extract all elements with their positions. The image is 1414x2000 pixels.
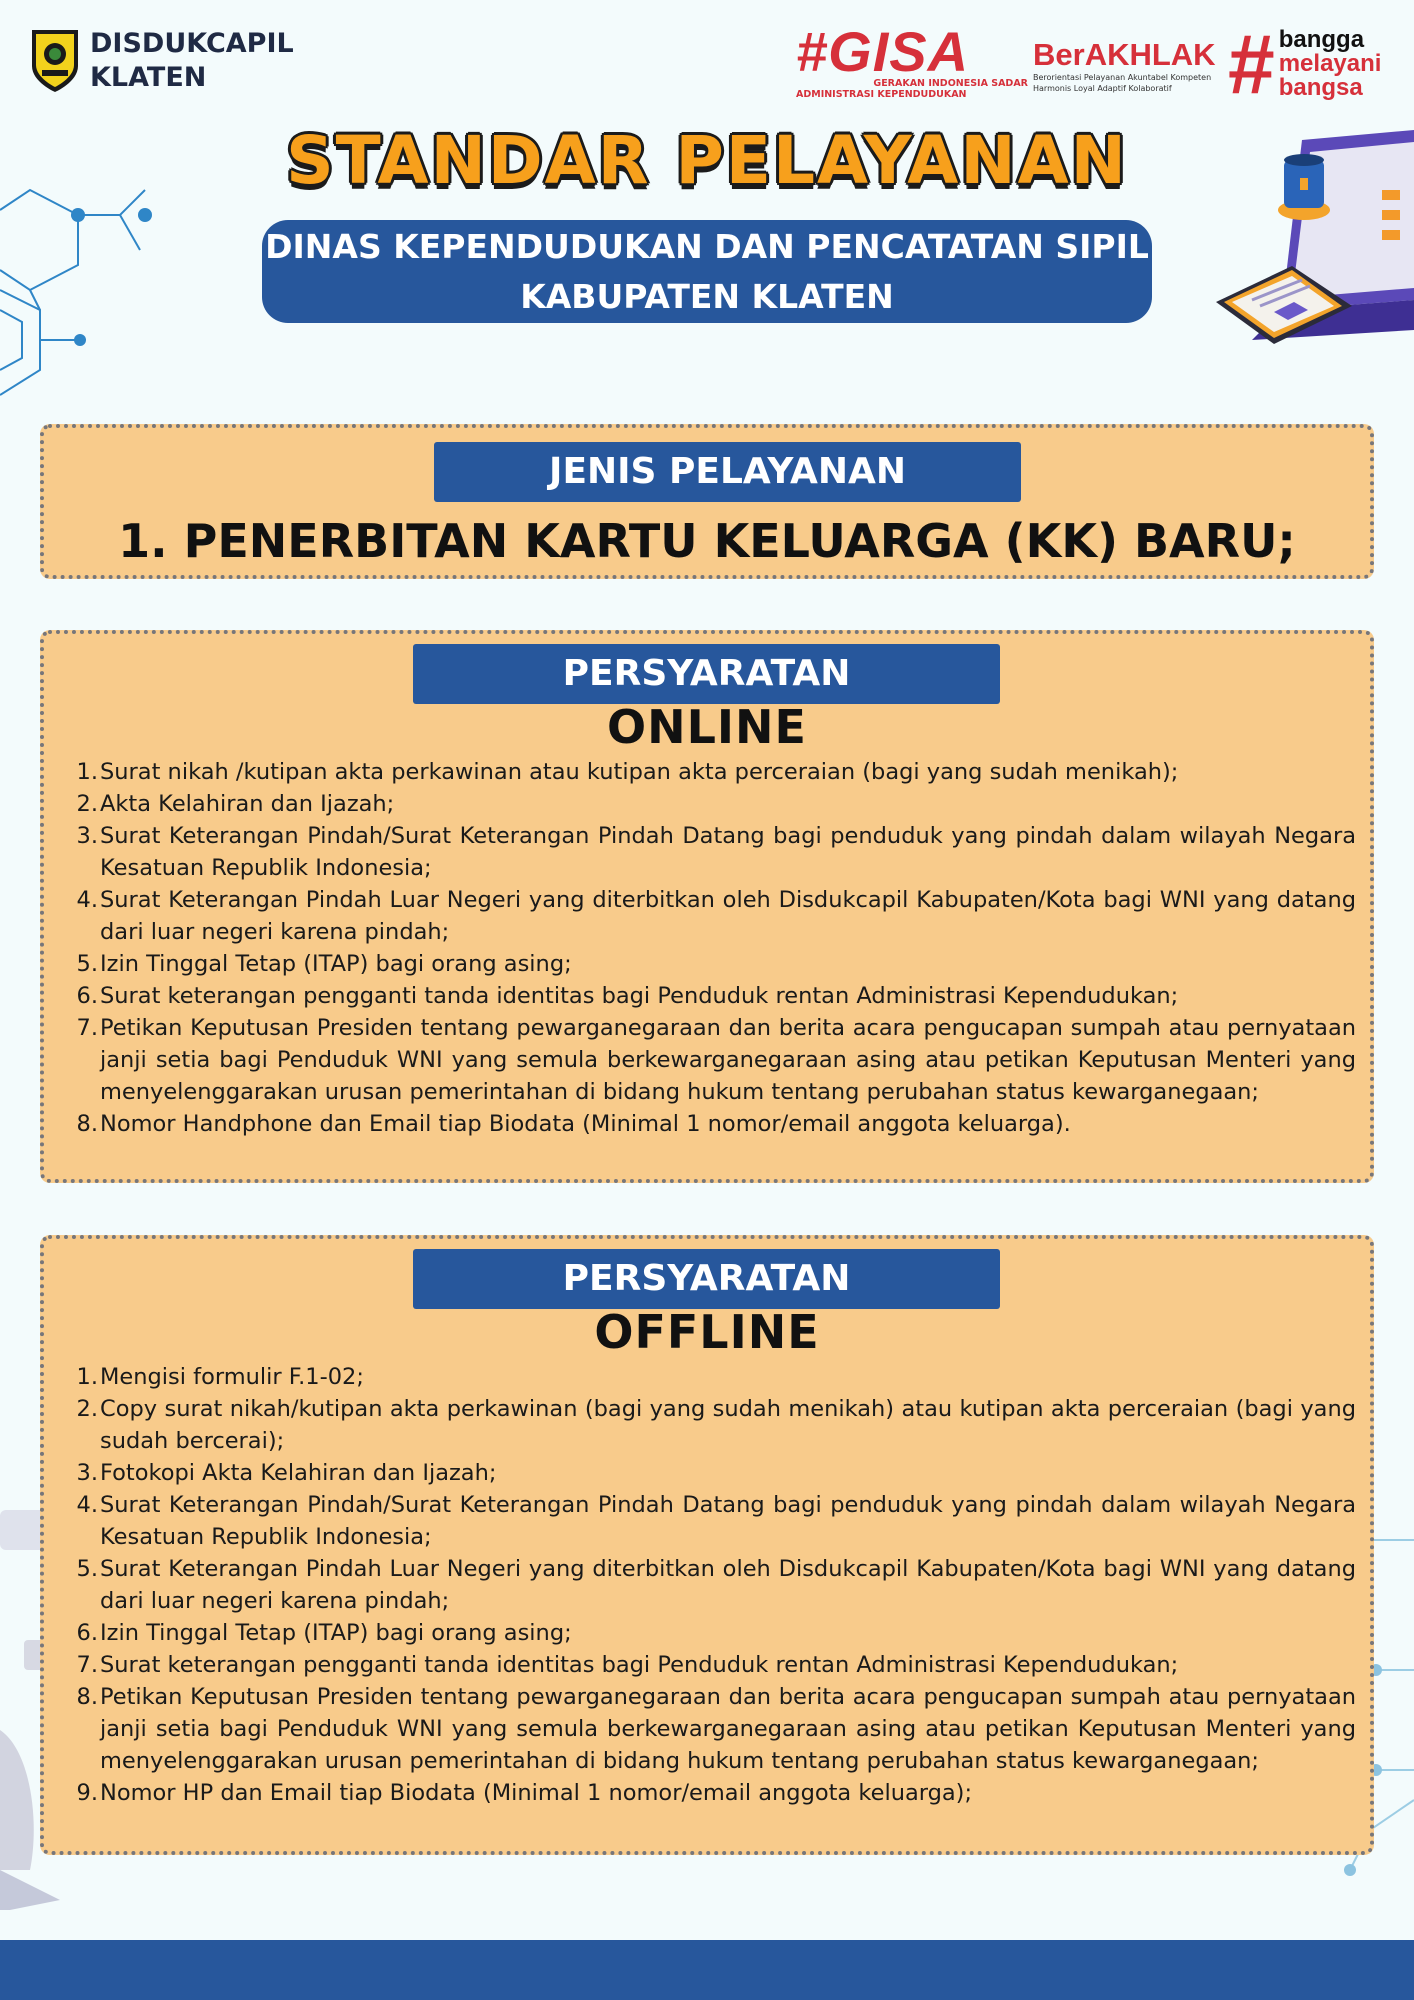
hash-icon: # bbox=[1228, 17, 1275, 111]
requirement-item: Petikan Keputusan Presiden tentang pewarganegaraan dan berita acara pengucapan sumpah atau pernyataan janji setia bagi Penduduk WNI yang semula berkewarganegaraan asing atau petikan Keputusan Menteri yang menyelenggarakan urusan pemerintahan di bidang hukum tentang perubahan status kewarganegaan; bbox=[100, 1684, 1356, 1774]
offline-requirements-list bbox=[100, 1361, 1356, 1809]
requirement-item: Mengisi formulir F.1-02; bbox=[100, 1364, 364, 1390]
footer-bar bbox=[0, 1940, 1414, 2000]
requirement-item: Petikan Keputusan Presiden tentang pewarganegaraan dan berita acara pengucapan sumpah atau pernyataan janji setia bagi Penduduk WNI yang semula berkewarganegaraan asing atau petikan Keputusan Menteri yang menyelenggarakan urusan pemerintahan di bidang hukum tentang perubahan status kewarganegaan; bbox=[100, 1015, 1356, 1105]
bangga-melayani-logo bbox=[1228, 17, 1382, 111]
requirement-item: Nomor HP dan Email tiap Biodata (Minimal 1 nomor/email anggota keluarga); bbox=[100, 1780, 973, 1806]
requirement-item: Fotokopi Akta Kelahiran dan Ijazah; bbox=[100, 1460, 497, 1486]
header-logo bbox=[28, 26, 294, 96]
org-name bbox=[90, 27, 294, 95]
requirement-item: Nomor Handphone dan Email tiap Biodata (Minimal 1 nomor/email anggota keluarga). bbox=[100, 1111, 1071, 1137]
berakhlak-sub-2: Harmonis Loyal Adaptif Kolaboratif bbox=[1033, 84, 1172, 93]
requirement-item: Akta Kelahiran dan Ijazah; bbox=[100, 791, 395, 817]
bangga-line-1: bangga bbox=[1278, 26, 1365, 53]
service-type-label: JENIS PELAYANAN bbox=[434, 442, 1021, 502]
gisa-title: #GISA bbox=[796, 20, 970, 83]
offline-mode-title: OFFLINE bbox=[594, 1305, 820, 1359]
gisa-sub-2: ADMINISTRASI KEPENDUDUKAN bbox=[796, 89, 967, 100]
requirement-item: Surat Keterangan Pindah/Surat Keterangan Pindah Datang bagi penduduk yang pindah dalam wilayah Negara Kesatuan Republik Indonesia; bbox=[100, 1492, 1356, 1550]
gisa-sub-1: GERAKAN INDONESIA SADAR bbox=[873, 78, 1028, 89]
bangga-line-2: melayani bbox=[1278, 50, 1382, 77]
requirement-item: Izin Tinggal Tetap (ITAP) bagi orang asing; bbox=[100, 951, 572, 977]
berakhlak-sub-1: Berorientasi Pelayanan Akuntabel Kompeten bbox=[1033, 73, 1212, 82]
berakhlak-logo bbox=[1033, 38, 1223, 94]
requirement-item: Surat nikah /kutipan akta perkawinan atau kutipan akta perceraian (bagi yang sudah menikah); bbox=[100, 759, 1179, 785]
offline-requirements-panel bbox=[40, 1235, 1374, 1855]
offline-requirements-label: PERSYARATAN bbox=[413, 1249, 1000, 1309]
online-mode-title: ONLINE bbox=[607, 700, 807, 754]
requirement-item: Surat Keterangan Pindah Luar Negeri yang diterbitkan oleh Disdukcapil Kabupaten/Kota bagi WNI yang datang dari luar negeri karena pindah; bbox=[100, 887, 1356, 945]
org-line-2: KLATEN bbox=[90, 62, 207, 93]
hexagon-network-icon bbox=[0, 170, 160, 430]
requirement-item: Surat keterangan pengganti tanda identitas bagi Penduduk rentan Administrasi Kependudukan; bbox=[100, 1652, 1179, 1678]
requirement-item: Izin Tinggal Tetap (ITAP) bagi orang asing; bbox=[100, 1620, 572, 1646]
gisa-logo bbox=[796, 20, 1028, 100]
klaten-shield-logo-icon bbox=[28, 26, 82, 96]
online-requirements-label: PERSYARATAN bbox=[413, 644, 1000, 704]
page-title: STANDAR PELAYANAN bbox=[286, 122, 1128, 199]
service-type-panel bbox=[40, 424, 1374, 579]
requirement-item: Surat Keterangan Pindah/Surat Keterangan Pindah Datang bagi penduduk yang pindah dalam wilayah Negara Kesatuan Republik Indonesia; bbox=[100, 823, 1356, 881]
requirement-item: Surat Keterangan Pindah Luar Negeri yang diterbitkan oleh Disdukcapil Kabupaten/Kota bagi WNI yang datang dari luar negeri karena pindah; bbox=[100, 1556, 1356, 1614]
service-name: 1. PENERBITAN KARTU KELUARGA (KK) BARU; bbox=[118, 514, 1296, 568]
online-requirements-panel bbox=[40, 630, 1374, 1183]
agency-line-1: DINAS KEPENDUDUKAN DAN PENCATATAN SIPIL bbox=[265, 227, 1149, 266]
agency-name-pill bbox=[262, 220, 1152, 323]
requirement-item: Copy surat nikah/kutipan akta perkawinan (bagi yang sudah menikah) atau kutipan akta perceraian (bagi yang sudah bercerai); bbox=[100, 1396, 1356, 1454]
berakhlak-title: BerAKHLAK bbox=[1033, 37, 1216, 72]
online-requirements-list bbox=[100, 756, 1356, 1140]
agency-line-2: KABUPATEN KLATEN bbox=[520, 277, 894, 316]
org-line-1: DISDUKCAPIL bbox=[90, 28, 294, 59]
requirement-item: Surat keterangan pengganti tanda identitas bagi Penduduk rentan Administrasi Kependudukan; bbox=[100, 983, 1179, 1009]
bangga-line-3: bangsa bbox=[1278, 74, 1363, 101]
